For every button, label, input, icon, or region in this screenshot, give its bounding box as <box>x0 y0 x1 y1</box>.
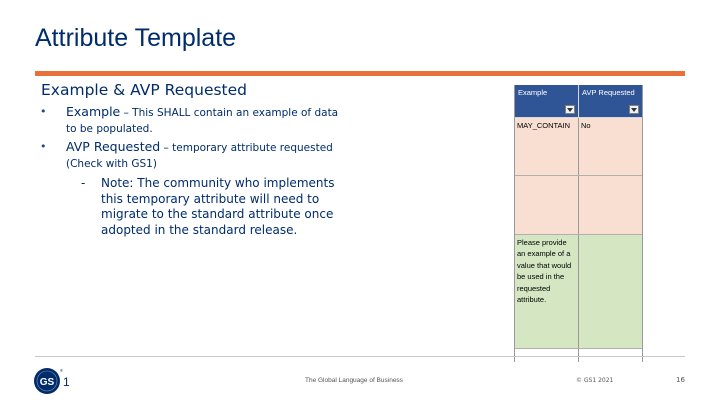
footer-copyright: © GS1 2021 <box>576 377 614 384</box>
footer-tagline: The Global Language of Business <box>305 377 403 384</box>
svg-text:®: ® <box>60 368 63 373</box>
header-label: AVP Requested <box>582 88 635 97</box>
table-row <box>515 118 642 176</box>
section-subtitle: Example & AVP Requested <box>41 81 248 99</box>
bullet-dot-icon: • <box>40 140 47 153</box>
page-number: 16 <box>676 376 685 384</box>
header-cell-avp-requested <box>579 85 642 117</box>
table-row <box>515 176 642 235</box>
bullet-example <box>40 104 340 137</box>
table-cell[interactable] <box>515 176 579 234</box>
table-cell[interactable]: Please provide an example of a value that would be used in the requested attribute. <box>515 235 579 348</box>
svg-text:1: 1 <box>63 375 70 389</box>
bullet-avp-requested <box>40 139 340 172</box>
sheet-header-row <box>515 85 642 118</box>
table-cell[interactable]: MAY_CONTAIN <box>515 118 579 175</box>
table-cell[interactable]: No <box>581 121 591 130</box>
header-cell-example <box>515 85 579 117</box>
sub-bullet-note <box>81 176 340 238</box>
filter-dropdown-icon[interactable] <box>629 105 639 114</box>
dash-icon: - <box>81 176 86 190</box>
bullet-text: – This SHALL contain an example of data to be populated. <box>66 107 339 135</box>
header-label: Example <box>518 88 548 97</box>
filter-dropdown-icon[interactable] <box>565 105 575 114</box>
table-cell[interactable] <box>579 176 642 234</box>
table-cell[interactable] <box>579 235 642 348</box>
title-divider <box>35 71 685 76</box>
gs1-logo <box>33 366 73 396</box>
footer-divider <box>35 356 685 357</box>
bullet-text: – temporary attribute requested (Check with GS1) <box>66 142 333 170</box>
slide-title: Attribute Template <box>35 24 237 52</box>
bullet-dot-icon: • <box>40 105 47 118</box>
bullet-term: AVP Requested <box>66 139 161 154</box>
svg-text:GS: GS <box>39 377 55 388</box>
bullet-term: Example <box>66 104 121 119</box>
note-text: Note: The community who implements this temporary attribute will need to migrate to the standard attribute once adopted in the standard release. <box>101 176 335 237</box>
table-row <box>515 235 642 349</box>
spreadsheet-excerpt <box>514 85 643 362</box>
bullet-list <box>40 104 340 238</box>
